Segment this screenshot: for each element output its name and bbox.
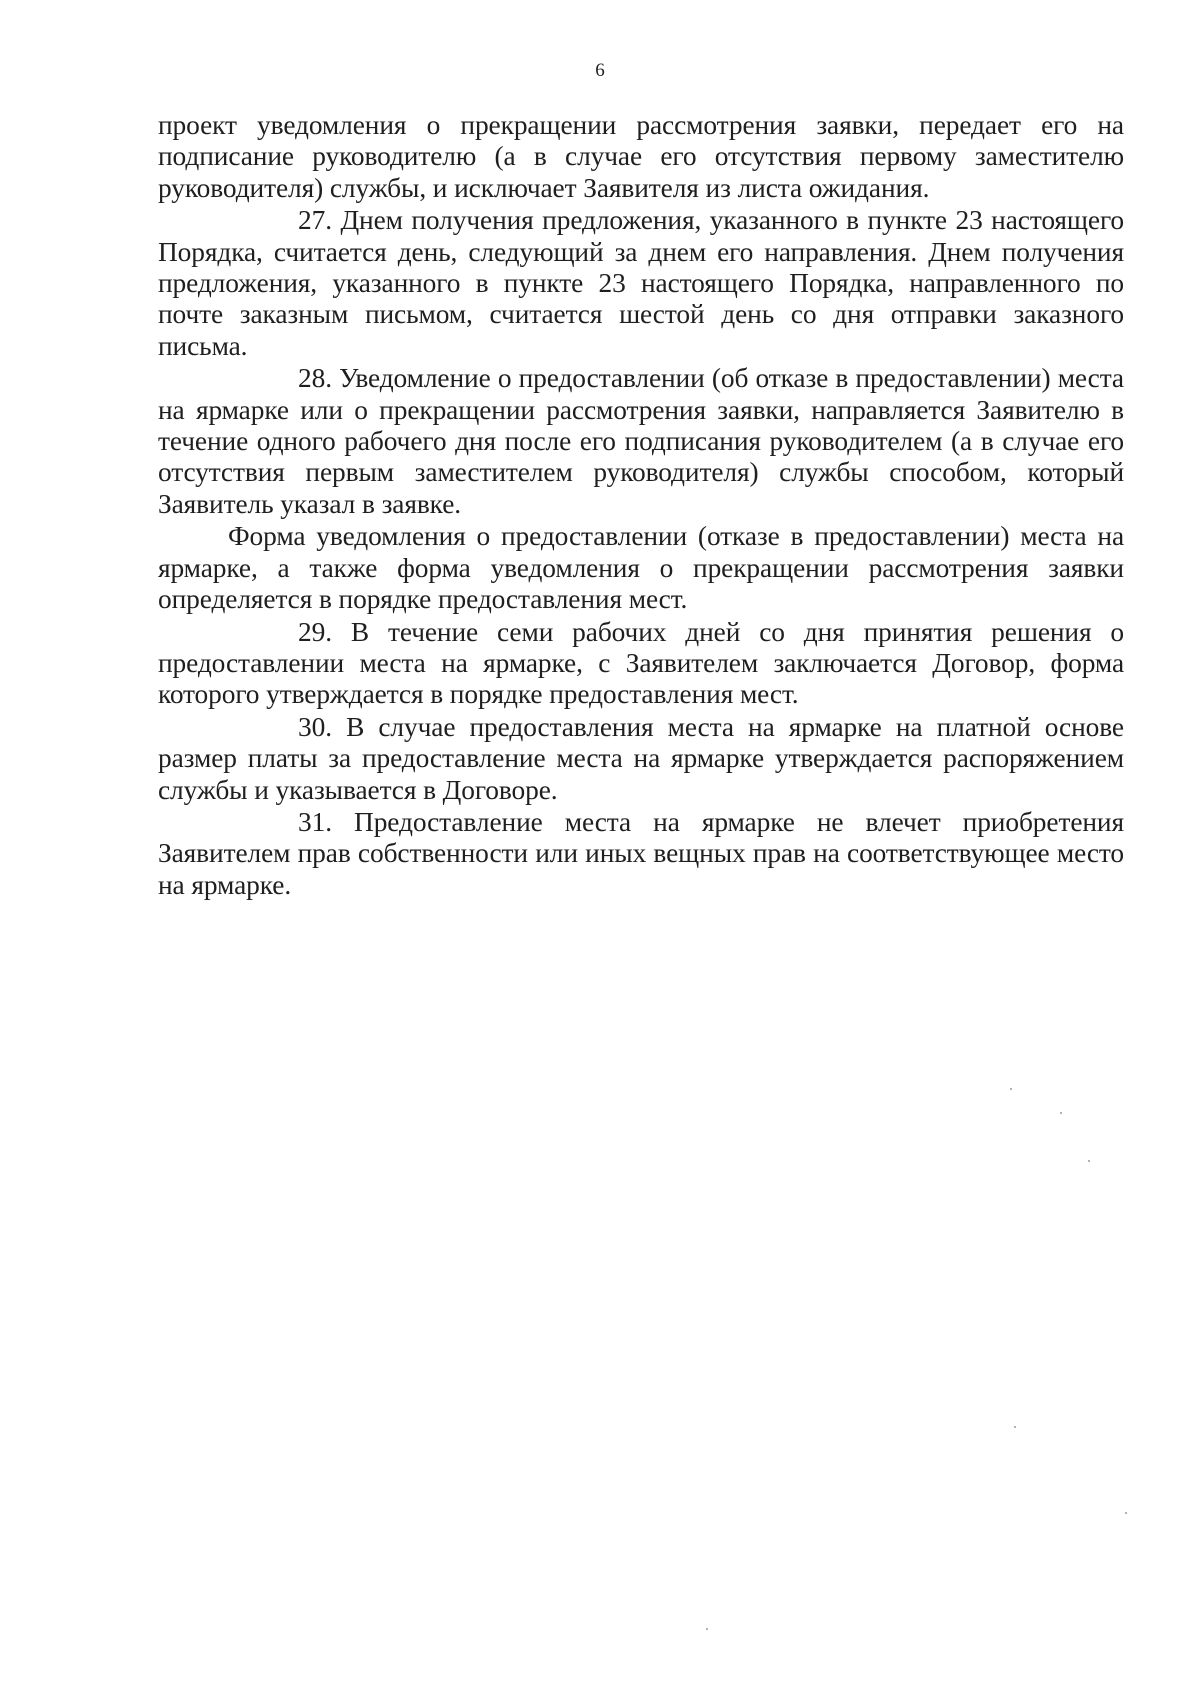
scan-speck — [1060, 1112, 1062, 1114]
paragraph-text: В случае предоставления места на ярмарке на платной основе размер платы за предоставление места на ярмарке утверждается распоряжением службы и указывается в Договоре. — [158, 711, 1124, 805]
paragraph-29 — [158, 617, 1124, 711]
paragraph-text: Уведомление о предоставлении (об отказе в предоставлении) места на ярмарке или о прекращении рассмотрения заявки, направляется Заявителю в течение одного рабочего дня после его подписания руководителем (а в случае его отсутствия первым заместителем руководителя) службы способом, который Заявитель указал в заявке. — [158, 363, 1124, 519]
scan-speck — [1014, 1426, 1016, 1428]
paragraph-number: 29. — [298, 616, 332, 647]
scan-speck — [1125, 1512, 1127, 1514]
scan-speck — [1088, 1160, 1090, 1162]
scan-speck — [1010, 1088, 1012, 1090]
paragraph-number: 31. — [298, 806, 332, 837]
paragraph-continuation — [158, 110, 1124, 204]
paragraph-28 — [158, 363, 1124, 520]
paragraph-text: Предоставление места на ярмарке не влечет приобретения Заявителем прав собственности или иных вещных прав на соответствующее место на ярмарке. — [158, 806, 1124, 900]
paragraph-number: 27. — [298, 205, 332, 236]
paragraph-form-notice — [158, 521, 1124, 615]
scan-speck — [706, 1628, 708, 1630]
document-body — [158, 110, 1124, 902]
page-number: 6 — [595, 60, 605, 81]
paragraph-27 — [158, 205, 1124, 362]
paragraph-number: 30. — [298, 711, 332, 742]
paragraph-text: проект уведомления о прекращении рассмотрения заявки, передает его на подписание руководителю (а в случае его отсутствия первому заместителю руководителя) службы, и исключает Заявителя из листа ожидания. — [158, 110, 1124, 203]
paragraph-text: Форма уведомления о предоставлении (отказе в предоставлении) места на ярмарке, а также форма уведомления о прекращении рассмотрения заявки определяется в порядке предоставления мест. — [158, 521, 1124, 615]
paragraph-text: В течение семи рабочих дней со дня принятия решения о предоставлении места на ярмарке, с Заявителем заключается Договор, форма которого утверждается в порядке предоставления мест. — [158, 616, 1124, 710]
paragraph-text: Днем получения предложения, указанного в пункте 23 настоящего Порядка, считается день, следующий за днем его направления. Днем получения предложения, указанного в пункте 23 настоящего Порядка, направленного по почте заказным письмом, считается шестой день со дня отправки заказного письма. — [158, 205, 1124, 361]
paragraph-number: 28. — [298, 363, 332, 394]
paragraph-31 — [158, 807, 1124, 901]
paragraph-30 — [158, 712, 1124, 806]
